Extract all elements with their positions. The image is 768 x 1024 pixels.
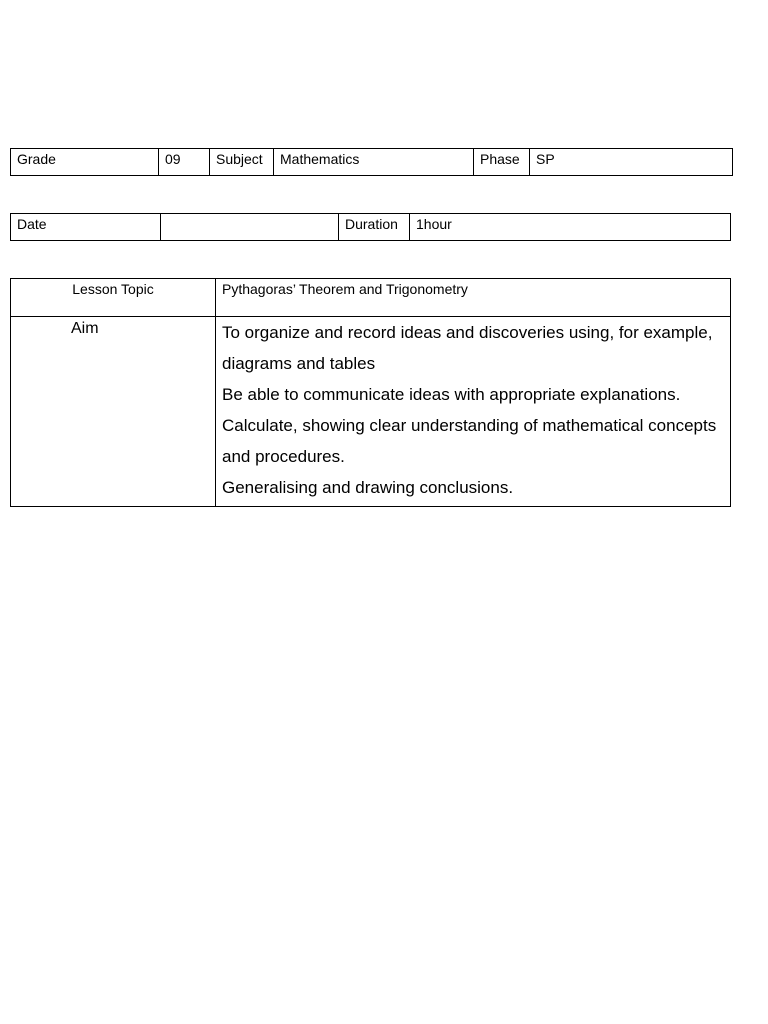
phase-value: SP: [530, 149, 733, 176]
grade-subject-phase-table: [10, 148, 733, 176]
subject-value: Mathematics: [274, 149, 474, 176]
subject-label: Subject: [210, 149, 274, 176]
info-row: [11, 149, 733, 176]
duration-label: Duration: [339, 214, 410, 241]
grade-value: 09: [159, 149, 210, 176]
aim-line: Generalising and drawing conclusions.: [222, 478, 514, 497]
date-duration-table: [10, 213, 731, 241]
grade-label: Grade: [11, 149, 159, 176]
aim-label: Aim: [11, 317, 216, 507]
date-row: [11, 214, 731, 241]
aim-line: To organize and record ideas and discoveries using, for example, diagrams and tables: [222, 323, 713, 373]
aim-line: Be able to communicate ideas with appropriate explanations.: [222, 385, 681, 404]
lesson-table: [10, 278, 731, 507]
aim-line: Calculate, showing clear understanding of mathematical concepts and procedures.: [222, 416, 717, 466]
aim-row: [11, 317, 731, 507]
phase-label: Phase: [474, 149, 530, 176]
duration-value: 1hour: [410, 214, 731, 241]
date-value: [161, 214, 339, 241]
topic-row: [11, 279, 731, 317]
lesson-topic-label: Lesson Topic: [11, 279, 216, 317]
date-label: Date: [11, 214, 161, 241]
aim-content: [216, 317, 731, 507]
lesson-topic-value: Pythagoras’ Theorem and Trigonometry: [216, 279, 731, 317]
